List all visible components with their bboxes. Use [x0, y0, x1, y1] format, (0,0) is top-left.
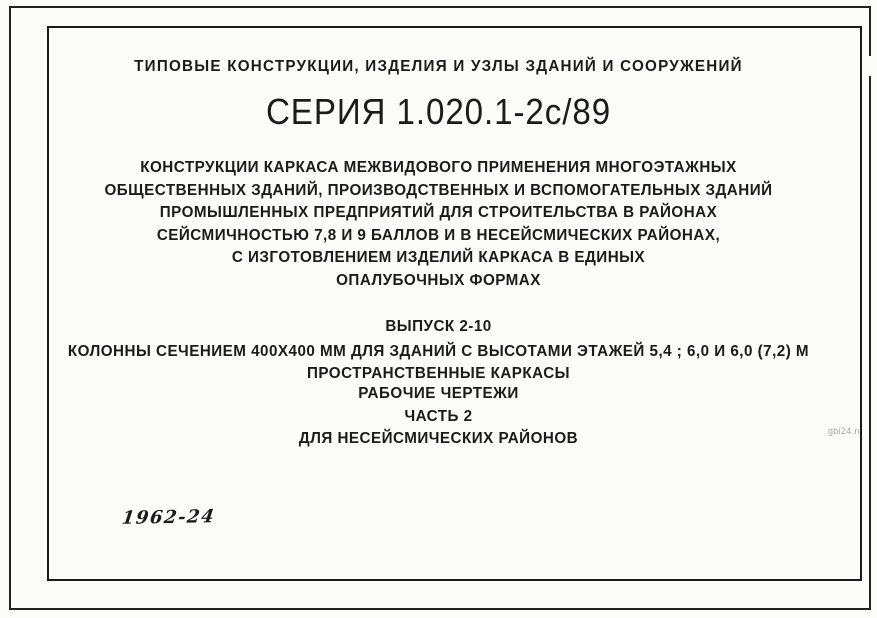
- description-line: ПРОМЫШЛЕННЫХ ПРЕДПРИЯТИЙ ДЛЯ СТРОИТЕЛЬСТВА В РАЙОНАХ: [159, 204, 718, 222]
- handwritten-inventory-number: 1962-24: [120, 506, 217, 529]
- description-paragraph: [22, 157, 855, 293]
- description-line: КОНСТРУКЦИИ КАРКАСА МЕЖВИДОВОГО ПРИМЕНЕНИЯ МНОГОЭТАЖНЫХ: [140, 159, 737, 176]
- watermark: gbi24.ru: [828, 426, 863, 436]
- part-title: ЧАСТЬ 2: [404, 408, 473, 425]
- description-line: С ИЗГОТОВЛЕНИЕМ ИЗДЕЛИЙ КАРКАСА В ЕДИНЫХ: [231, 249, 646, 267]
- issue-drawings-line: РАБОЧИЕ ЧЕРТЕЖИ: [358, 385, 519, 402]
- issue-subject-line: КОЛОННЫ СЕЧЕНИЕМ 400X400 ММ ДЛЯ ЗДАНИЙ С ВЫСОТАМИ ЭТАЖЕЙ 5,4 ; 6,0 И 6,0 (7,2) М: [67, 343, 810, 360]
- series-title: СЕРИЯ 1.020.1-2с/89: [265, 91, 612, 132]
- description-line: СЕЙСМИЧНОСТЬЮ 7,8 И 9 БАЛЛОВ И В НЕСЕЙСМИЧЕСКИХ РАЙОНАХ,: [156, 226, 721, 244]
- issue-title: ВЫПУСК 2-10: [385, 318, 492, 335]
- issue-frames-line: ПРОСТРАНСТВЕННЫЕ КАРКАСЫ: [306, 365, 571, 382]
- description-line: ОПАЛУБОЧНЫХ ФОРМАХ: [336, 271, 541, 289]
- category-header: ТИПОВЫЕ КОНСТРУКЦИИ, ИЗДЕЛИЯ И УЗЛЫ ЗДАНИЙ И СООРУЖЕНИЙ: [134, 58, 743, 75]
- outer-border-right-edge: [869, 6, 871, 610]
- part-scope-line: ДЛЯ НЕСЕЙСМИЧЕСКИХ РАЙОНОВ: [298, 430, 579, 447]
- description-line: ОБЩЕСТВЕННЫХ ЗДАНИЙ, ПРОИЗВОДСТВЕННЫХ И ВСПОМОГАТЕЛЬНЫХ ЗДАНИЙ: [104, 181, 773, 199]
